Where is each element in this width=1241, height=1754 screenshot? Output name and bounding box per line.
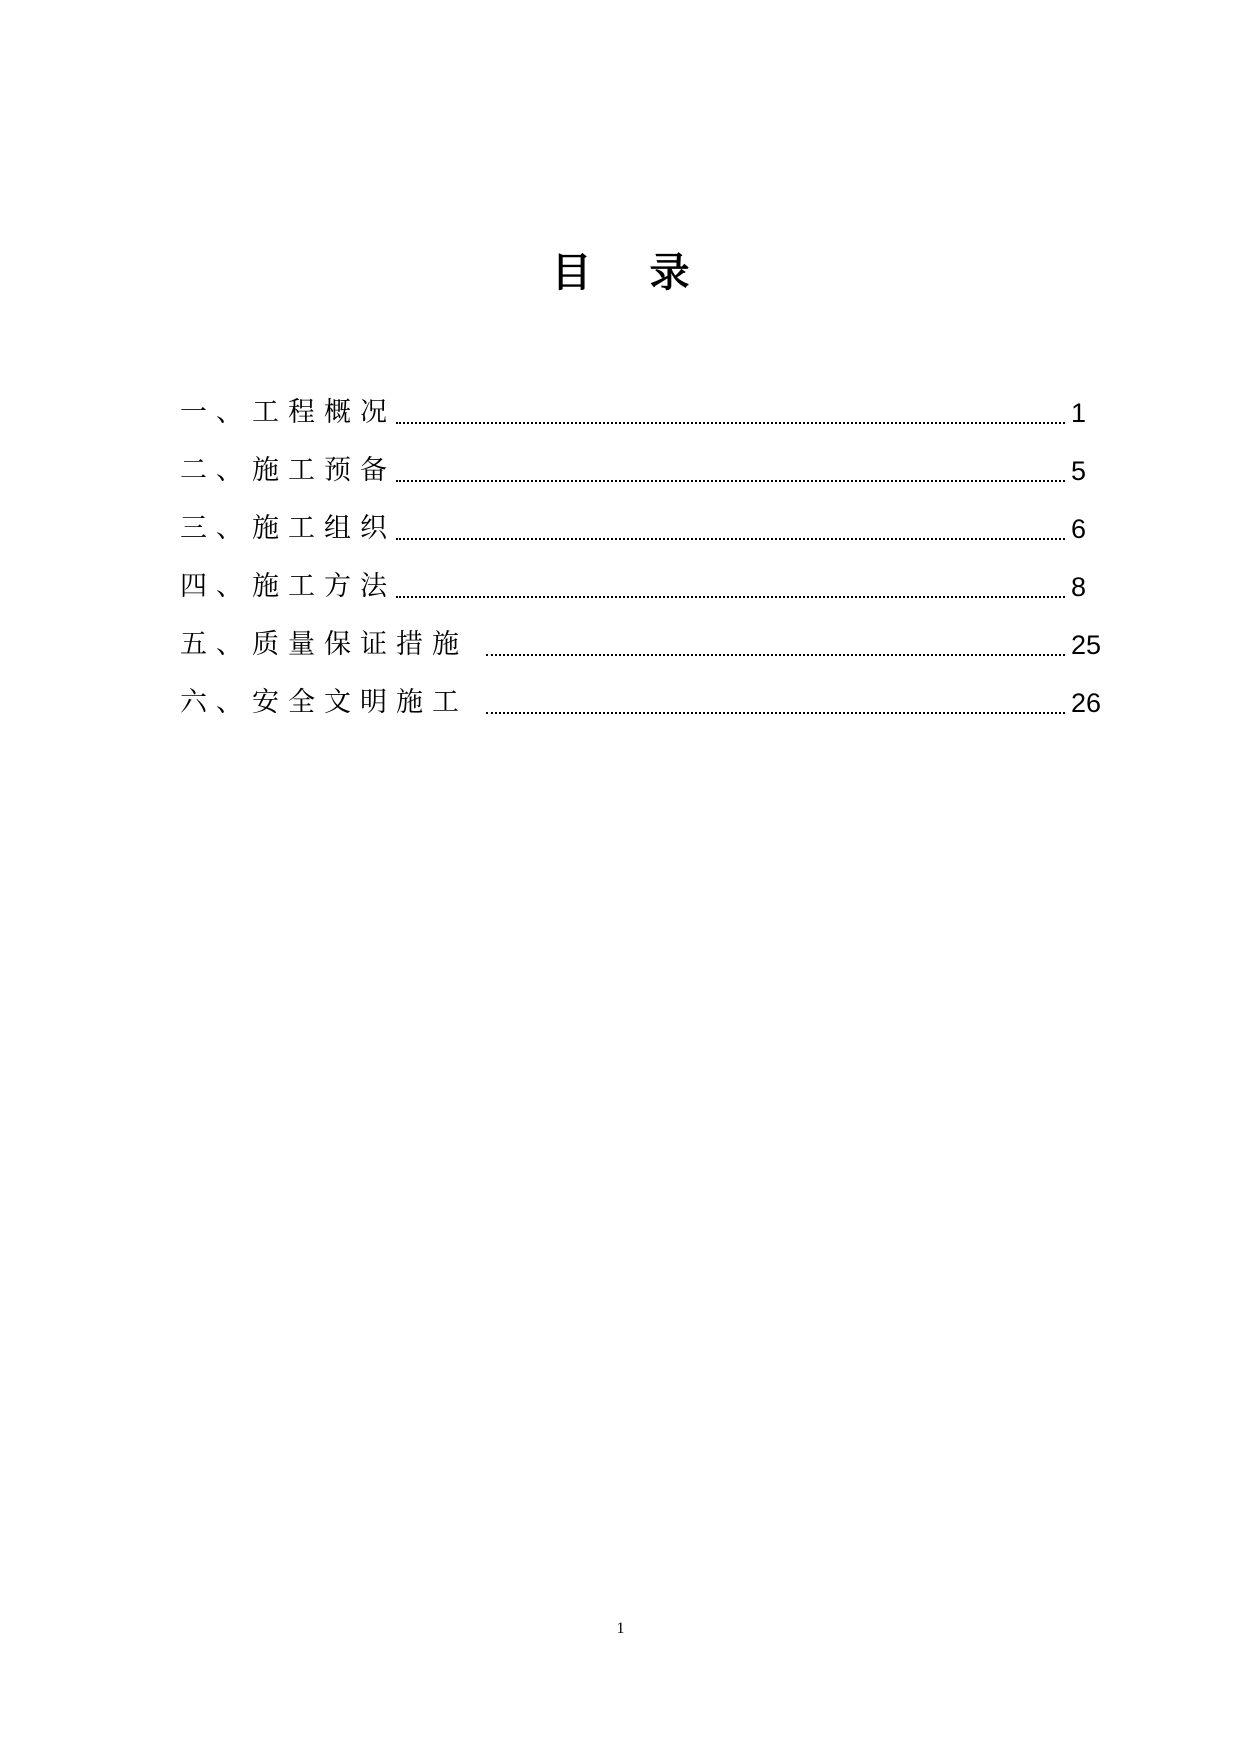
toc-entry-page: 8 [1071,572,1087,602]
toc-entry-label: 一、工程概况 [180,397,396,428]
toc-entry-page: 25 [1071,630,1102,660]
toc-entry[interactable] [180,604,1105,662]
toc-entry-page: 1 [1071,398,1087,428]
toc-entry-label: 六、安全文明施工 [180,687,468,718]
toc-leader-dots [396,479,1065,482]
toc-entry[interactable] [180,430,1105,488]
toc-entry[interactable] [180,488,1105,546]
toc-entry-page: 6 [1071,514,1087,544]
toc-entry[interactable] [180,662,1105,720]
toc-entry-label: 三、施工组织 [180,513,396,544]
toc-entry-label: 四、施工方法 [180,571,396,602]
toc-leader-dots [486,711,1065,714]
toc-entry[interactable] [180,372,1105,430]
toc-list [180,372,1105,720]
toc-entry-label: 五、质量保证措施 [180,629,468,660]
toc-leader-dots [396,421,1065,424]
toc-entry-page: 5 [1071,456,1087,486]
toc-entry-label: 二、施工预备 [180,455,396,486]
toc-title: 目 录 [551,250,712,296]
toc-leader-dots [396,595,1065,598]
page-number: 1 [616,1620,625,1637]
toc-leader-dots [396,537,1065,540]
toc-entry[interactable] [180,546,1105,604]
toc-entry-page: 26 [1071,688,1102,718]
toc-leader-dots [486,653,1065,656]
